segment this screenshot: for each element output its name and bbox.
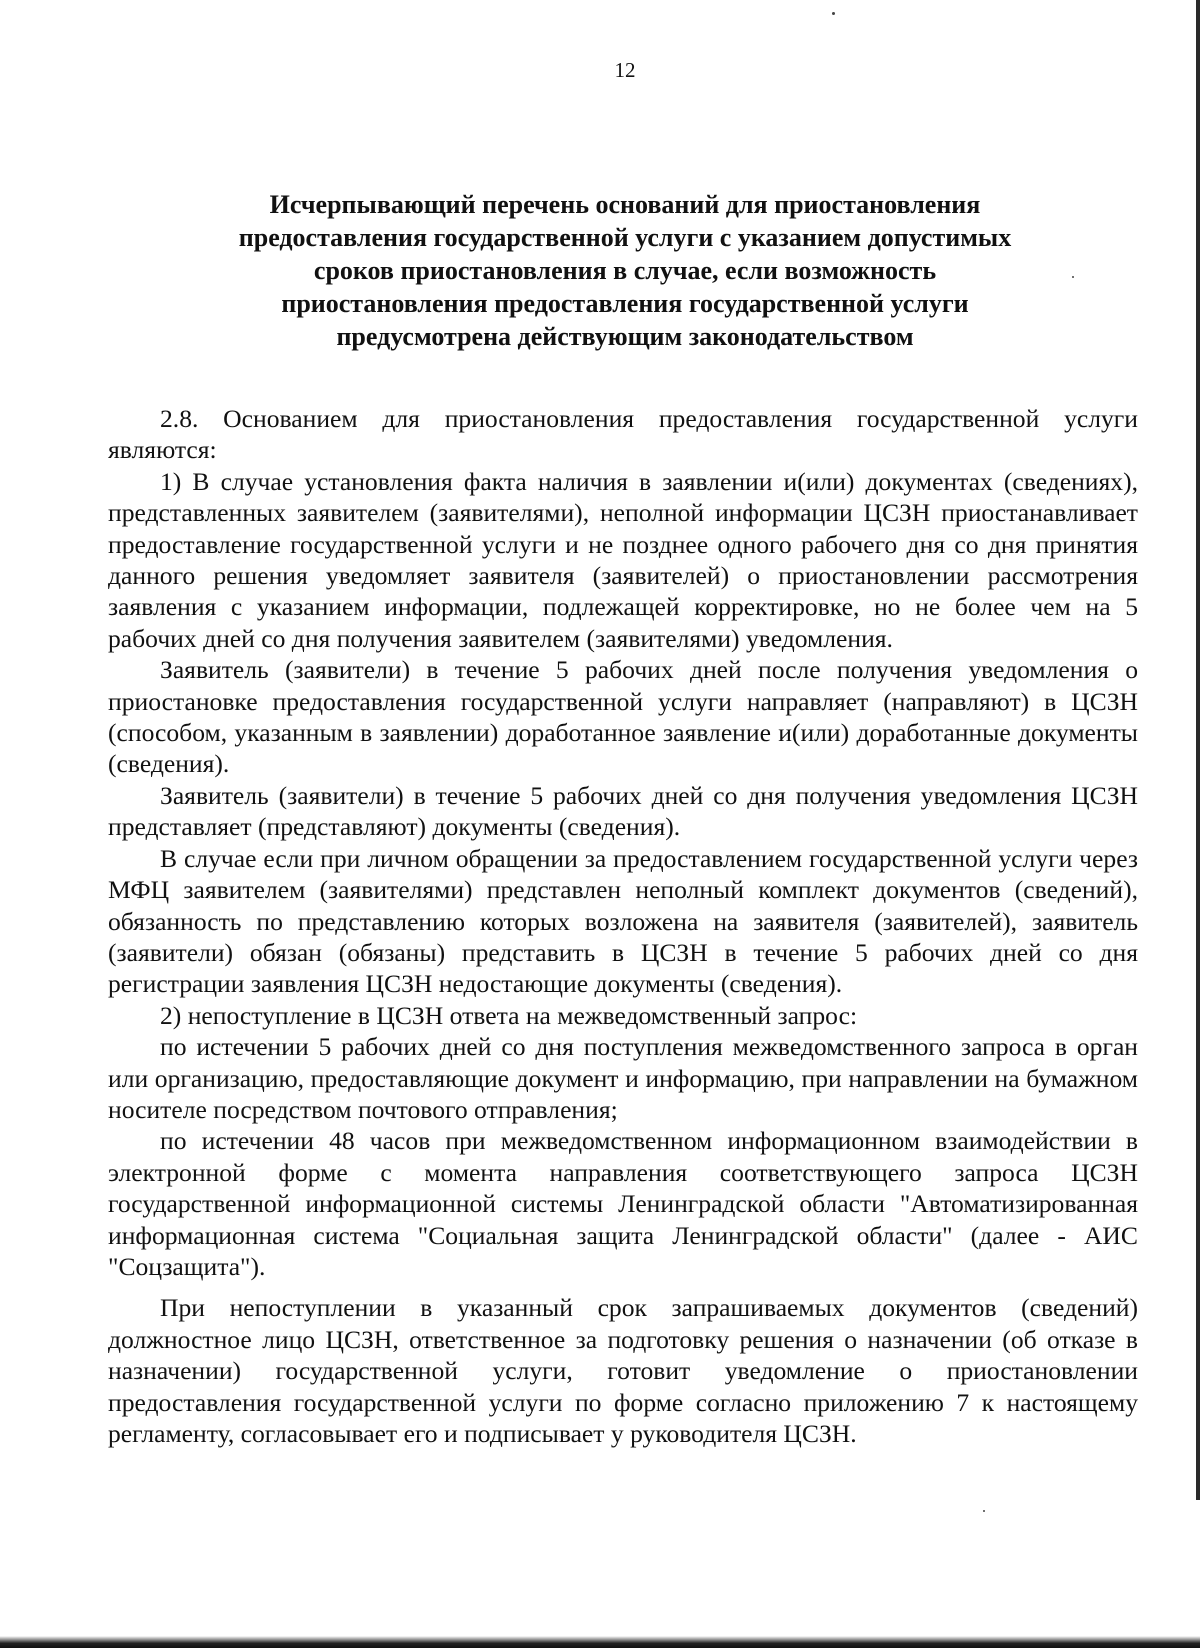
paragraph: В случае если при личном обращении за предоставлением государственной услуги через МФЦ заявителем (заявителями) представлен неполный комплект документов (сведений), обязанность по представлению которых возложена на заявителя (заявителей), заявитель (заявители) обязан (обязаны) представить в ЦСЗН в течение 5 рабочих дней со дня регистрации заявления ЦСЗН недостающие документы (сведения). bbox=[108, 843, 1138, 999]
section-heading bbox=[150, 188, 1100, 353]
scan-speck bbox=[1072, 276, 1074, 278]
scan-edge-right bbox=[1196, 0, 1200, 1500]
paragraph-2-8: 2.8. Основанием для приостановления предоставления государственной услуги являются: bbox=[108, 404, 1138, 465]
paragraph: Заявитель (заявители) в течение 5 рабочих дней после получения уведомления о приостановке предоставления государственной услуги направляет (направляют) в ЦСЗН (способом, указанным в заявлении) доработанное заявление и(или) доработанные документы (сведения). bbox=[108, 655, 1138, 779]
scan-edge-bottom bbox=[0, 1636, 1200, 1648]
paragraph: по истечении 48 часов при межведомственном информационном взаимодействии в электронной форме с момента направления соответствующего запроса ЦСЗН государственной информационной системы Ленинградской области "Автоматизированная информационная система "Социальная защита Ленинградской области" (далее - АИС "Соцзащита"). bbox=[108, 1126, 1138, 1281]
page-number: 12 bbox=[614, 58, 636, 82]
paragraph-item-1: 1) В случае установления факта наличия в заявлении и(или) документах (сведениях), представленных заявителем (заявителями), неполной информации ЦСЗН приостанавливает предоставление государственной услуги и не позднее одного рабочего дня со дня принятия данного решения уведомляет заявителя (заявителей) о приостановлении рассмотрения заявления с указанием информации, подлежащей корректировке, но не более чем на 5 рабочих дней со дня получения заявителем (заявителями) уведомления. bbox=[108, 466, 1138, 653]
paragraph: При непоступлении в указанный срок запрашиваемых документов (сведений) должностное лицо ЦСЗН, ответственное за подготовку решения о назначении (об отказе в назначении) государственной услуги, готовит уведомление о приостановлении предоставления государственной услуги по форме согласно приложению 7 к настоящему регламенту, согласовывает его и подписывает у руководителя ЦСЗН. bbox=[108, 1293, 1138, 1448]
paragraph: Заявитель (заявители) в течение 5 рабочих дней со дня получения уведомления ЦСЗН представляет (представляют) документы (сведения). bbox=[108, 780, 1138, 842]
heading-line: предоставления государственной услуги с указанием допустимых bbox=[238, 223, 1012, 252]
heading-line: сроков приостановления в случае, если возможность bbox=[313, 256, 937, 285]
heading-line: приостановления предоставления государственной услуги bbox=[281, 289, 969, 318]
paragraph: по истечении 5 рабочих дней со дня поступления межведомственного запроса в орган или организацию, предоставляющие документ и информацию, при направлении на бумажном носителе посредством почтового отправления; bbox=[108, 1032, 1138, 1124]
heading-line: Исчерпывающий перечень оснований для приостановления bbox=[269, 190, 981, 219]
scan-speck bbox=[983, 1510, 985, 1512]
heading-line: предусмотрена действующим законодательством bbox=[336, 322, 914, 351]
scan-speck bbox=[832, 12, 835, 15]
paragraph-item-2: 2) непоступление в ЦСЗН ответа на межведомственный запрос: bbox=[160, 1000, 858, 1030]
body-text bbox=[108, 403, 1138, 1449]
